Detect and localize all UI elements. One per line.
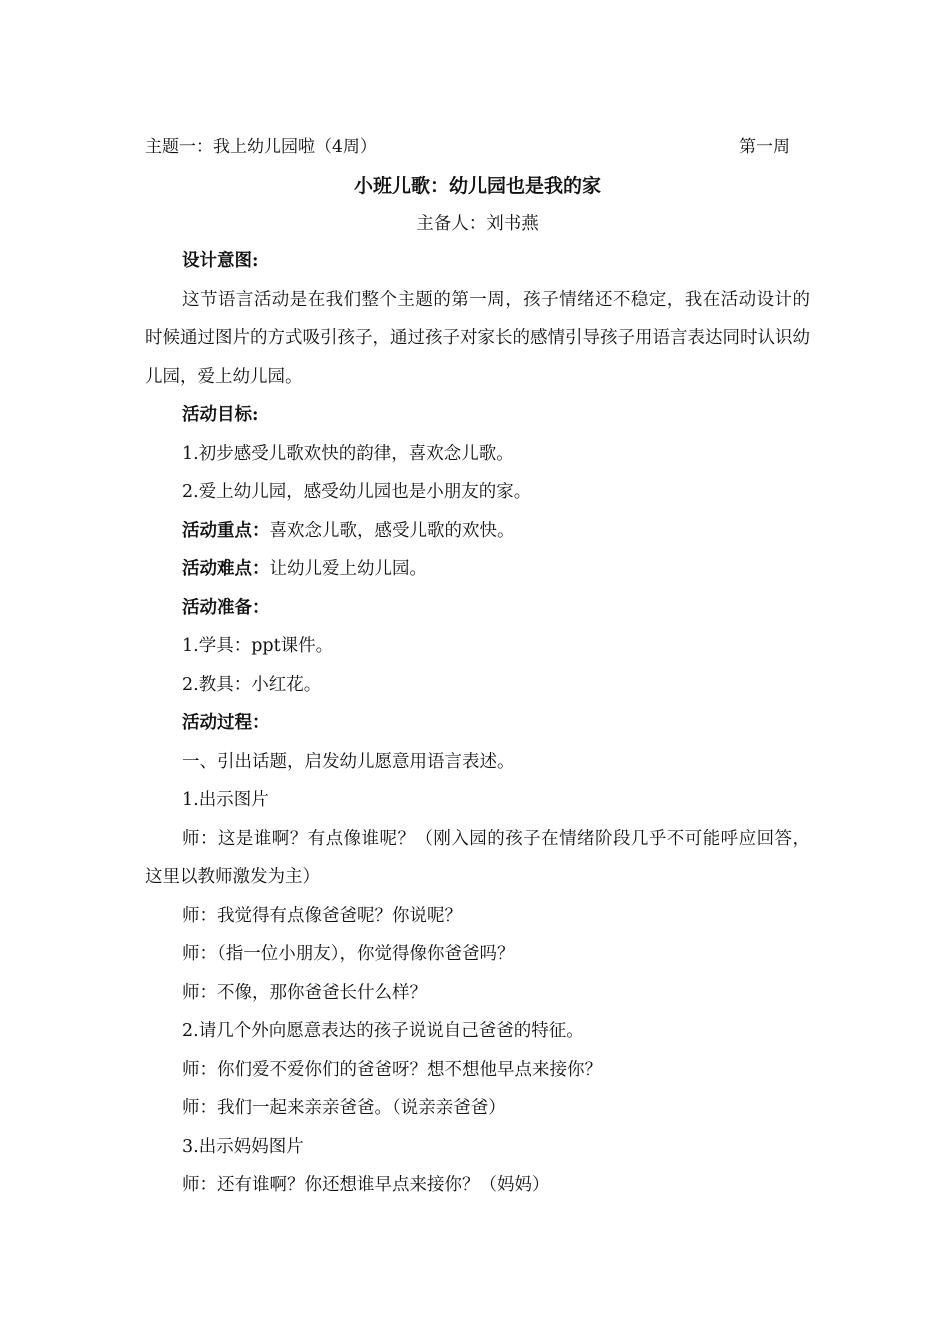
process-line: 1.出示图片 bbox=[182, 790, 269, 810]
design-heading: 设计意图: bbox=[182, 251, 259, 271]
goal-item: 2.爱上幼儿园，感受幼儿园也是小朋友的家。 bbox=[182, 482, 532, 502]
process-line: 师：还有谁啊？你还想谁早点来接你？（妈妈） bbox=[182, 1175, 550, 1195]
theme-label: 主题一：我上幼儿园啦（4周） bbox=[145, 137, 377, 157]
process-line: 师：我们一起来亲亲爸爸。（说亲亲爸爸） bbox=[182, 1098, 506, 1118]
document-body bbox=[145, 132, 810, 1205]
process-line: 2.请几个外向愿意表达的孩子说说自己爸爸的特征。 bbox=[182, 1021, 584, 1041]
process-line: 师：（指一位小朋友），你觉得像你爸爸吗？ bbox=[182, 944, 515, 964]
process-line: 3.出示妈妈图片 bbox=[182, 1136, 304, 1157]
prep-item: 1.学具：ppt课件。 bbox=[182, 636, 334, 656]
goal-item: 1.初步感受儿歌欢快的韵律，喜欢念儿歌。 bbox=[182, 443, 514, 464]
process-line: 一、引出话题，启发幼儿愿意用语言表述。 bbox=[182, 751, 515, 772]
key-point-text: 喜欢念儿歌，感受儿歌的欢快。 bbox=[269, 520, 515, 541]
week-label: 第一周 bbox=[739, 137, 790, 157]
author-line: 主备人：刘书燕 bbox=[416, 214, 539, 234]
process-heading: 活动过程： bbox=[182, 713, 270, 733]
process-line: 师：不像，那你爸爸长什么样？ bbox=[182, 982, 427, 1003]
document-title: 小班儿歌：幼儿园也是我的家 bbox=[353, 175, 601, 197]
prep-item: 2.教具：小红花。 bbox=[182, 674, 322, 695]
difficulty-heading: 活动难点： bbox=[182, 559, 270, 579]
key-point-heading: 活动重点： bbox=[182, 520, 270, 541]
key-point-line bbox=[145, 512, 810, 551]
design-body: 这节语言活动是在我们整个主题的第一周，孩子情绪还不稳定，我在活动设计的时候通过图片的方式吸引孩子，通过孩子对家长的感情引导孩子用语言表达同时认识幼儿园，爱上幼儿园。 bbox=[145, 289, 810, 387]
header-row bbox=[145, 132, 790, 162]
process-line: 师：这是谁啊？有点像谁呢？（刚入园的孩子在情绪阶段几乎不可能呼应回答，这里以教师激发为主） bbox=[145, 828, 810, 887]
difficulty-line bbox=[145, 550, 810, 589]
goals-heading: 活动目标: bbox=[182, 405, 259, 425]
process-line: 师：我觉得有点像爸爸呢？你说呢？ bbox=[182, 905, 462, 926]
difficulty-text: 让幼儿爱上幼儿园。 bbox=[269, 559, 427, 579]
process-line: 师：你们爱不爱你们的爸爸呀？想不想他早点来接你？ bbox=[182, 1059, 602, 1080]
prep-heading: 活动准备： bbox=[182, 597, 270, 618]
